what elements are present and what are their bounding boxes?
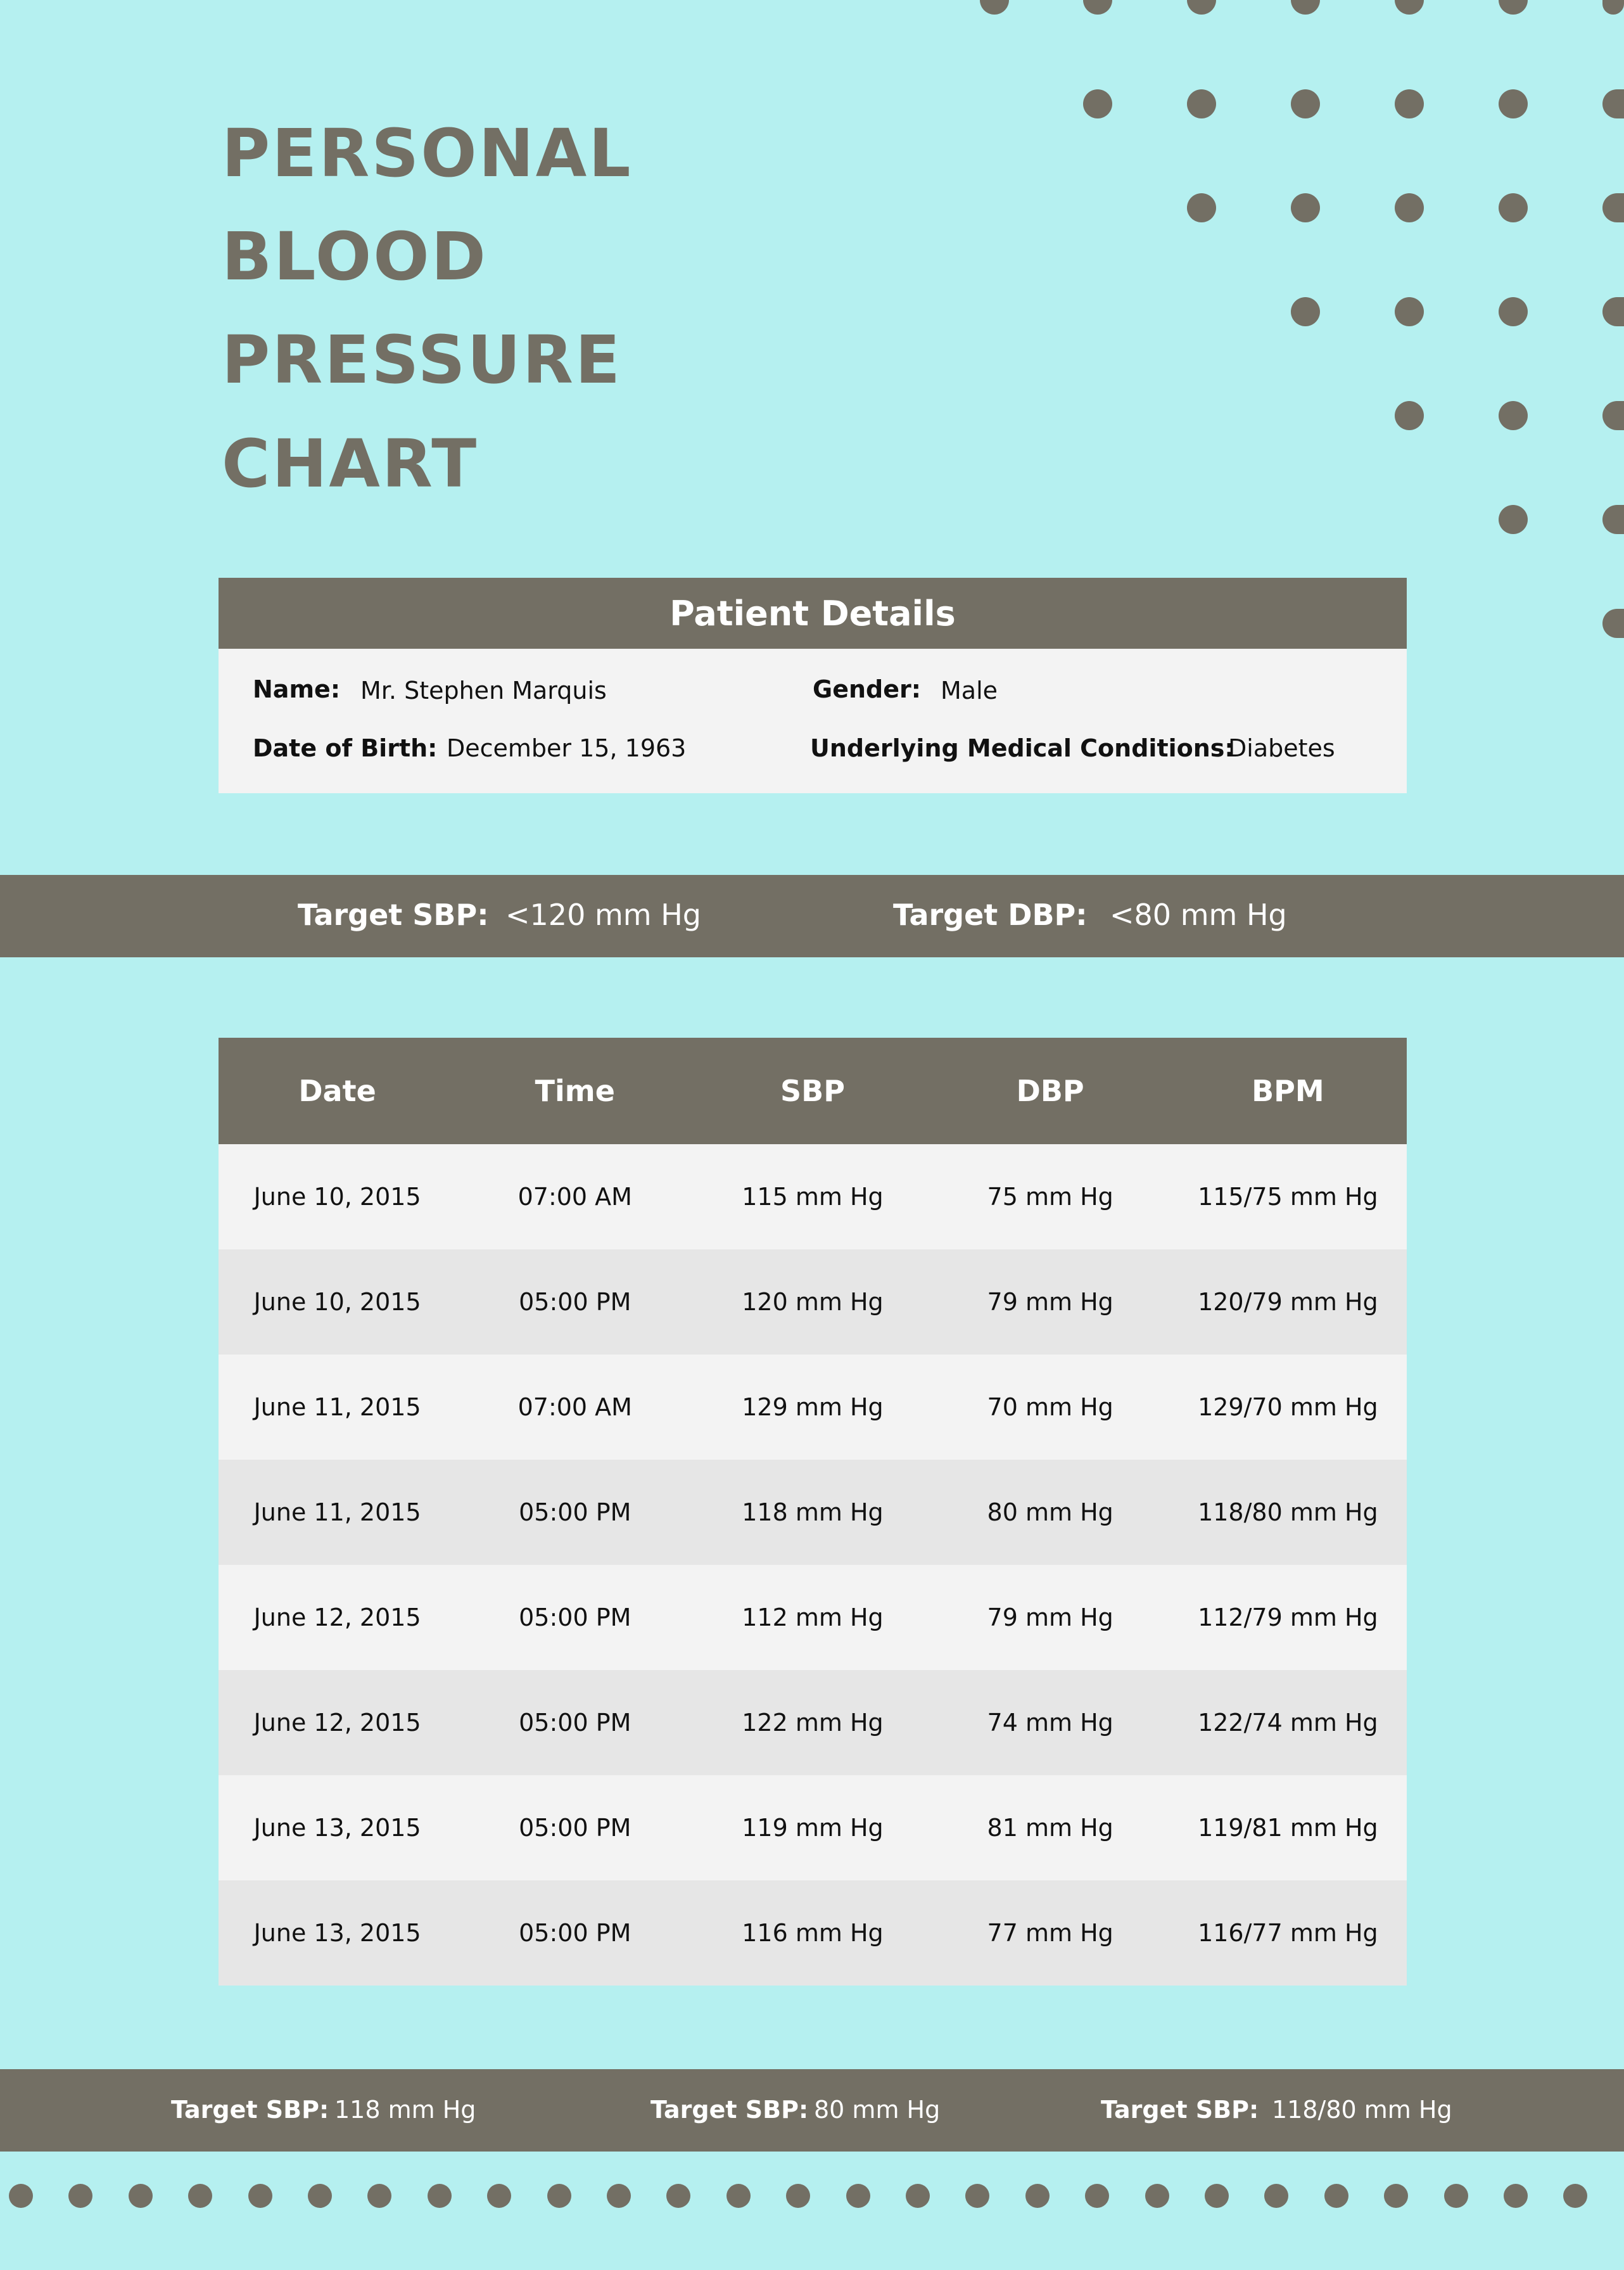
target-dbp-value: <80 mm Hg [1110, 898, 1287, 932]
cell-time: 05:00 PM [456, 1670, 694, 1775]
decorative-dot [1145, 2184, 1169, 2208]
patient-details-panel [219, 649, 1407, 793]
decorative-dot [1083, 0, 1112, 15]
cell-date: June 12, 2015 [219, 1670, 456, 1775]
decorative-dot [607, 2184, 631, 2208]
decorative-dot [1384, 2184, 1408, 2208]
decorative-dot [1499, 505, 1528, 534]
decorative-dot [1187, 193, 1216, 222]
cell-bpm: 119/81 mm Hg [1169, 1775, 1407, 1880]
decorative-dot [68, 2184, 92, 2208]
target-sbp-label: Target SBP: [298, 898, 489, 932]
page-title-line-2: BLOOD [222, 218, 488, 295]
cell-time: 05:00 PM [456, 1775, 694, 1880]
decorative-dot [1499, 401, 1528, 430]
decorative-dot [1602, 401, 1624, 430]
header-date: Date [219, 1038, 456, 1144]
cell-date: June 10, 2015 [219, 1144, 456, 1249]
cell-date: June 12, 2015 [219, 1565, 456, 1670]
decorative-dot [1395, 0, 1424, 15]
gender-label: Gender: [813, 675, 921, 703]
conditions-label: Underlying Medical Conditions: [810, 734, 1234, 762]
summary-value-1: 118 mm Hg [334, 2096, 476, 2124]
cell-bpm: 122/74 mm Hg [1169, 1670, 1407, 1775]
decorative-dot [1187, 0, 1216, 15]
decorative-dot [1395, 401, 1424, 430]
decorative-dot [1085, 2184, 1109, 2208]
header-sbp: SBP [694, 1038, 931, 1144]
cell-sbp: 122 mm Hg [694, 1670, 931, 1775]
decorative-dot [367, 2184, 391, 2208]
decorative-dot [1395, 297, 1424, 326]
decorative-dot [1602, 0, 1624, 15]
table-row [219, 1460, 1407, 1565]
cell-dbp: 77 mm Hg [932, 1880, 1169, 1986]
cell-bpm: 118/80 mm Hg [1169, 1460, 1407, 1565]
cell-date: June 11, 2015 [219, 1460, 456, 1565]
page-title-line-4: CHART [222, 425, 479, 502]
cell-sbp: 120 mm Hg [694, 1249, 931, 1355]
decorative-dot [129, 2184, 153, 2208]
target-dbp-label: Target DBP: [893, 898, 1088, 932]
cell-date: June 13, 2015 [219, 1880, 456, 1986]
decorative-dot [1602, 297, 1624, 326]
decorative-dot [248, 2184, 272, 2208]
decorative-dot [1499, 297, 1528, 326]
target-band [0, 875, 1624, 957]
cell-date: June 13, 2015 [219, 1775, 456, 1880]
decorative-dot [1602, 505, 1624, 534]
cell-dbp: 81 mm Hg [932, 1775, 1169, 1880]
summary-band [0, 2069, 1624, 2152]
cell-dbp: 79 mm Hg [932, 1565, 1169, 1670]
page-title-line-3: PRESSURE [222, 321, 623, 399]
summary-label-3: Target SBP: [1101, 2096, 1259, 2124]
cell-sbp: 116 mm Hg [694, 1880, 931, 1986]
cell-dbp: 79 mm Hg [932, 1249, 1169, 1355]
decorative-dot [846, 2184, 870, 2208]
table-row [219, 1880, 1407, 1986]
cell-sbp: 129 mm Hg [694, 1355, 931, 1460]
cell-date: June 11, 2015 [219, 1355, 456, 1460]
decorative-dot [428, 2184, 452, 2208]
cell-sbp: 112 mm Hg [694, 1565, 931, 1670]
decorative-dot [1324, 2184, 1348, 2208]
decorative-dot [1395, 193, 1424, 222]
cell-bpm: 116/77 mm Hg [1169, 1880, 1407, 1986]
decorative-dot [1444, 2184, 1468, 2208]
table-row [219, 1144, 1407, 1249]
cell-bpm: 120/79 mm Hg [1169, 1249, 1407, 1355]
table-row [219, 1775, 1407, 1880]
target-sbp-value: <120 mm Hg [505, 898, 701, 932]
decorative-dot [1205, 2184, 1229, 2208]
cell-dbp: 70 mm Hg [932, 1355, 1169, 1460]
cell-date: June 10, 2015 [219, 1249, 456, 1355]
cell-bpm: 112/79 mm Hg [1169, 1565, 1407, 1670]
summary-label-1: Target SBP: [171, 2096, 329, 2124]
cell-time: 05:00 PM [456, 1880, 694, 1986]
conditions-value: Diabetes [1228, 734, 1335, 762]
cell-sbp: 118 mm Hg [694, 1460, 931, 1565]
cell-bpm: 115/75 mm Hg [1169, 1144, 1407, 1249]
table-row [219, 1355, 1407, 1460]
summary-value-3: 118/80 mm Hg [1272, 2096, 1452, 2124]
cell-sbp: 115 mm Hg [694, 1144, 931, 1249]
cell-dbp: 75 mm Hg [932, 1144, 1169, 1249]
dob-value: December 15, 1963 [447, 734, 687, 762]
cell-dbp: 74 mm Hg [932, 1670, 1169, 1775]
readings-table [219, 1038, 1407, 1986]
table-row [219, 1249, 1407, 1355]
decorative-dot [1499, 89, 1528, 118]
cell-dbp: 80 mm Hg [932, 1460, 1169, 1565]
decorative-dot [1291, 0, 1320, 15]
decorative-dot [188, 2184, 212, 2208]
decorative-dot [9, 2184, 33, 2208]
decorative-dot [1504, 2184, 1528, 2208]
decorative-dot [1602, 193, 1624, 222]
decorative-dot [1264, 2184, 1288, 2208]
decorative-dot [1187, 89, 1216, 118]
decorative-dot [1025, 2184, 1050, 2208]
decorative-dot [666, 2184, 690, 2208]
cell-time: 05:00 PM [456, 1565, 694, 1670]
decorative-dot [308, 2184, 332, 2208]
decorative-dot [1499, 193, 1528, 222]
decorative-dot [1083, 89, 1112, 118]
cell-time: 05:00 PM [456, 1460, 694, 1565]
decorative-dot [1291, 297, 1320, 326]
table-header-row [219, 1038, 1407, 1144]
decorative-dot [547, 2184, 571, 2208]
decorative-dot [1291, 193, 1320, 222]
decorative-dot [786, 2184, 810, 2208]
gender-value: Male [941, 677, 998, 705]
cell-time: 05:00 PM [456, 1249, 694, 1355]
decorative-dot [726, 2184, 751, 2208]
dob-label: Date of Birth: [253, 734, 438, 762]
cell-time: 07:00 AM [456, 1144, 694, 1249]
header-bpm: BPM [1169, 1038, 1407, 1144]
patient-details-header: Patient Details [219, 578, 1407, 649]
decorative-dot [487, 2184, 511, 2208]
summary-value-2: 80 mm Hg [814, 2096, 941, 2124]
decorative-dot [1602, 89, 1624, 118]
header-time: Time [456, 1038, 694, 1144]
decorative-dot [980, 0, 1009, 15]
decorative-dot [1499, 0, 1528, 15]
decorative-dot [906, 2184, 930, 2208]
cell-bpm: 129/70 mm Hg [1169, 1355, 1407, 1460]
summary-label-2: Target SBP: [650, 2096, 809, 2124]
page-title-line-1: PERSONAL [222, 115, 633, 192]
cell-sbp: 119 mm Hg [694, 1775, 931, 1880]
header-dbp: DBP [932, 1038, 1169, 1144]
table-row [219, 1670, 1407, 1775]
decorative-dot [1563, 2184, 1587, 2208]
name-value: Mr. Stephen Marquis [360, 677, 607, 705]
decorative-dot [965, 2184, 989, 2208]
name-label: Name: [253, 675, 341, 703]
decorative-dot [1291, 89, 1320, 118]
table-row [219, 1565, 1407, 1670]
cell-time: 07:00 AM [456, 1355, 694, 1460]
decorative-dot [1395, 89, 1424, 118]
decorative-dot [1602, 609, 1624, 638]
